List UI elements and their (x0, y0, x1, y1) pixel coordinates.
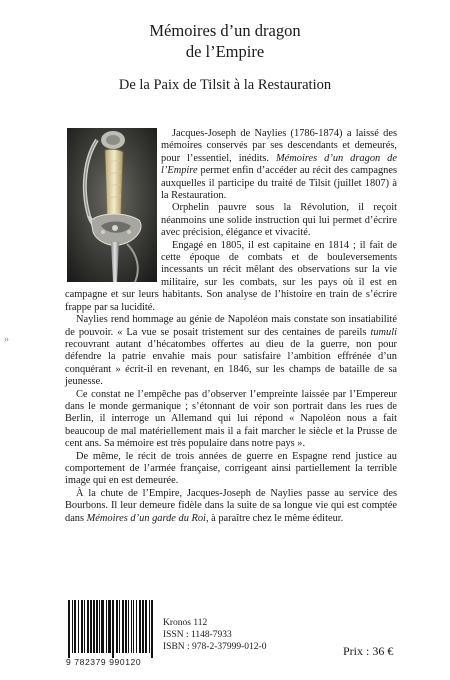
italic-title-text: Mémoires d’un garde du Roi (86, 512, 206, 524)
barcode-bar (139, 600, 141, 653)
isbn-number: ISBN : 978-2-37999-012-0 (163, 642, 267, 652)
margin-mark: » (4, 334, 9, 345)
barcode-bar (119, 600, 120, 653)
barcode-bar (72, 600, 73, 653)
barcode-bar (149, 600, 150, 653)
barcode-bar (101, 600, 104, 653)
book-title-line-1: Mémoires d’un dragon (149, 21, 301, 40)
book-subtitle: De la Paix de Tilsit à la Restauration (118, 77, 332, 93)
barcode-bar (131, 600, 132, 653)
illustration-float-space (65, 128, 161, 282)
barcode-bar (136, 600, 137, 653)
description-paragraph (65, 314, 397, 388)
paragraph-text: permet enfin d’accéder au récit des campagnes auxquelles il participe du traité de Tilsit (juillet 1807) à la Restauration. (161, 165, 397, 202)
barcode-bar (145, 600, 147, 653)
paragraph-text: , à paraître chez le même éditeur. (205, 512, 344, 524)
barcode-bar (81, 600, 83, 653)
barcode-bar (133, 600, 134, 653)
publication-info (163, 617, 266, 653)
paragraph-text: De même, le récit de trois années de guerre en Espagne rend justice au comportement de l’armée française, corrigeant ainsi partiellement la terrible image qui en est demeurée. (65, 450, 397, 487)
barcode-bar (99, 600, 100, 653)
barcode-bar (74, 600, 76, 653)
paragraph-text: Jacques-Joseph de Naylies (1786-1874) a laissé des mémoires conservés par ses descendants et demeurés, pour l’essentiel, inédits. (161, 128, 397, 164)
description-paragraph (65, 389, 397, 451)
back-cover-description (65, 128, 397, 525)
barcode-bar (122, 600, 124, 653)
paragraph-text: À la chute de l’Empire, Jacques-Joseph de Naylies passe au service des Bourbons. Il leur demeure fidèle dans la suite de sa longue vie qui est comptée dans (65, 487, 397, 524)
barcode-bar (93, 600, 95, 653)
italic-title-text: tumuli (370, 326, 397, 338)
price: Prix : 36 € (343, 644, 394, 658)
paragraph-text: Ce constat ne l’empêche pas d’observer l’empreinte laissée par l’Empereur dans le monde germanique ; s’étonnant de voir son portrait dans les rues de Berlin, il interroge un Allemand qui lui répond « Napoléon nous a fait beaucoup de mal matériellement mais il a fait marcher le siècle et la Prusse de cent ans. Sa mémoire est très populaire dans notre pays ». (65, 388, 397, 450)
barcode-bar (68, 600, 70, 658)
isbn-barcode (66, 600, 156, 658)
barcode-bar (78, 600, 79, 653)
barcode-bar (112, 600, 114, 658)
barcode-bar (151, 600, 153, 658)
barcode-bar (90, 600, 92, 653)
barcode-bar (128, 600, 129, 653)
barcode-bar (84, 600, 85, 653)
barcode-bar (142, 600, 144, 653)
book-title (0, 20, 450, 62)
barcode-digits: 9 782379 990120 (66, 657, 142, 667)
barcode-bar (106, 600, 107, 653)
barcode-bar (96, 600, 98, 653)
paragraph-text: Orphelin pauvre sous la Révolution, il reçoit néanmoins une solide instruction qui lui permet d’écrire avec précision, élégance et vivacité. (161, 202, 397, 239)
series-number: Kronos 112 (163, 618, 208, 628)
issn-number: ISSN : 1148-7933 (163, 630, 232, 640)
italic-title-text: Mémoires d’un dragon de l’Empire (161, 152, 397, 177)
barcode-bar (116, 600, 118, 653)
paragraph-text: recouvrant autant d’hécatombes offertes au dieu de la guerre, non pour défendre la patrie envahie mais pour satisfaire l’ambition effrénée d’un conquérant » écrit-il en revenant, en 1846, sur les champs de bataille de sa jeunesse. (65, 338, 397, 388)
description-paragraph (65, 488, 397, 525)
paragraph-text: Naylies rend hommage au génie de Napoléon mais constate son insatiabilité de pouvoir. « La vue se posait tristement sur des centaines de pareils (65, 314, 397, 338)
barcode-bar (125, 600, 127, 653)
book-title-line-2: de l’Empire (185, 42, 265, 61)
barcode-bar (87, 600, 89, 653)
description-paragraph (65, 451, 397, 488)
paragraph-text: Engagé en 1805, il est capitaine en 1814 ; il fait de cette époque de combats et de bouleversements incessants un récit mêlant des observations sur la vie militaire, sur les combats, sur les pays où il est en campagne et sur leurs habitants. Son analyse de l’histoire en train de s’écrire frappe par sa lucidité. (65, 239, 397, 313)
barcode-bar (108, 600, 111, 653)
